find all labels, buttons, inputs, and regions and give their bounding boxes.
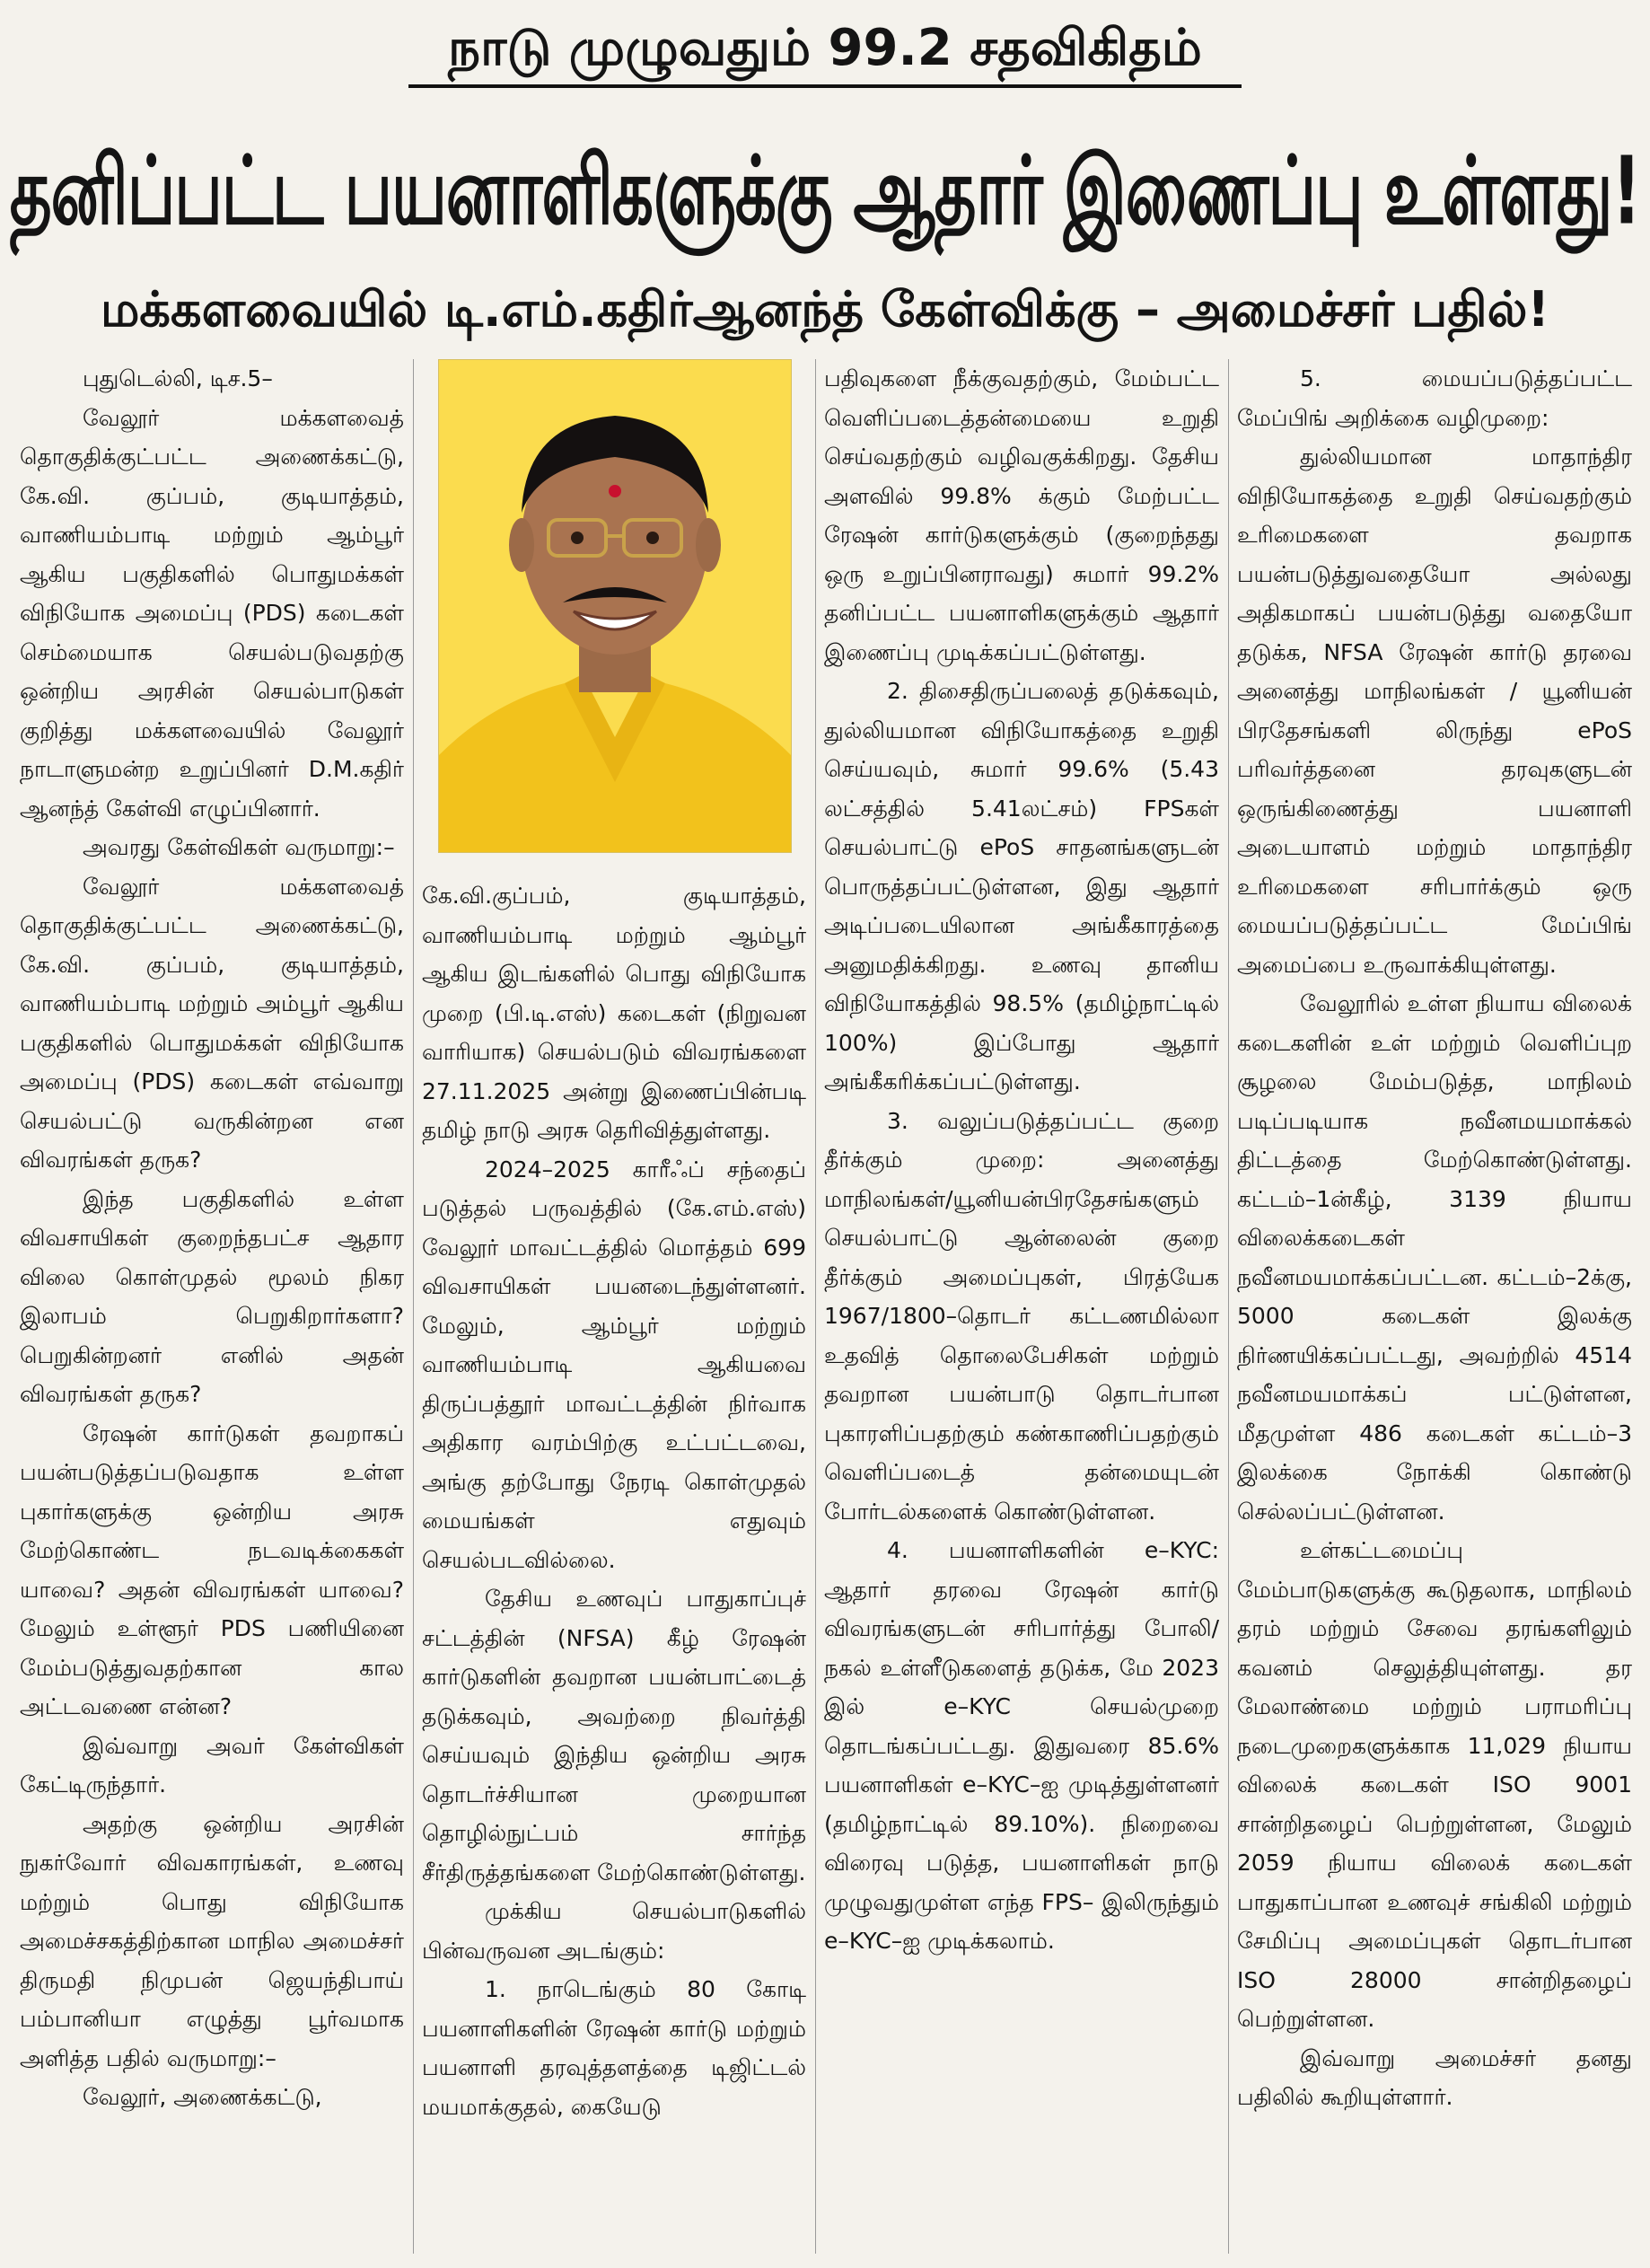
- article-paragraph: 2024–2025 காரீஃப் சந்தைப் படுத்தல் பருவத்தில் (கே.எம்.எஸ்) வேலூர் மாவட்டத்தில் மொத்தம் 699 விவசாயிகள் பயனடைந்துள்ளனர். மேலும், ஆம்பூர் மற்றும் வாணியம்பாடி ஆகியவை திருப்பத்தூர் மாவட்டத்தின் நிர்வாக அதிகார வரம்பிற்கு உட்பட்டவை, அங்கு தற்போது நேரடி கொள்முதல் மையங்கள் எதுவும் செயல்படவில்லை.: [422, 1156, 806, 1573]
- dateline: புதுடெல்லி, டிச.5–: [83, 365, 273, 391]
- article-paragraph: இந்த பகுதிகளில் உள்ள விவசாயிகள் குறைந்தபட்ச ஆதார விலை கொள்முதல் மூலம் நிகர இலாபம் பெறுகிறார்களா? பெறுகின்றனர் எனில் அதன் விவரங்கள் தருக?: [20, 1185, 404, 1407]
- article-paragraph: ரேஷன் கார்டுகள் தவறாகப் பயன்படுத்தப்படுவதாக உள்ள புகார்களுக்கு ஒன்றிய அரசு மேற்கொண்ட நடவடிக்கைகள் யாவை? அதன் விவரங்கள் யாவை? மேலும் உள்ளூர் PDS பணியினை மேம்படுத்துவதற்கான கால அட்டவணை என்ன?: [20, 1420, 404, 1719]
- article-paragraph: வேலூர், அணைக்கட்டு,: [83, 2084, 322, 2110]
- portrait-photo: [438, 359, 792, 853]
- article-paragraph: அவரது கேள்விகள் வருமாறு:–: [83, 834, 395, 860]
- column-divider: [1228, 359, 1229, 2254]
- article-paragraph: கே.வி.குப்பம், குடியாத்தம், வாணியம்பாடி மற்றும் ஆம்பூர் ஆகிய இடங்களில் பொது விநியோக முறை (பி.டி.எஸ்) கடைகள் (நிறுவன வாரியாக) செயல்படும் விவரங்களை 27.11.2025 அன்று இணைப்பின்படி தமிழ் நாடு அரசு தெரிவித்துள்ளது.: [422, 883, 806, 1143]
- article-paragraph: 3. வலுப்படுத்தப்பட்ட குறை தீர்க்கும் முறை: அனைத்து மாநிலங்கள்/யூனியன்பிரதேசங்களும் செயல்பாட்டு ஆன்லைன் குறை தீர்க்கும் அமைப்புகள், பிரத்யேக 1967/1800–தொடர் கட்டணமில்லா உதவித் தொலைபேசிகள் மற்றும் தவறான பயன்பாடு தொடர்பான புகாரளிப்பதற்கும் கண்காணிப்பதற்கும் வெளிப்படைத் தன்மையுடன் போர்டல்களைக் கொண்டுள்ளன.: [824, 1107, 1219, 1525]
- portrait-icon: [439, 360, 791, 852]
- article-paragraph: இவ்வாறு அமைச்சர் தனது பதிலில் கூறியுள்ளார்.: [1237, 2044, 1632, 2110]
- article-column-1: [20, 359, 404, 2263]
- article-column-4: [1237, 359, 1632, 2263]
- kicker-headline: நாடு முழுவதும் 99.2 சதவிகிதம்: [408, 13, 1242, 88]
- article-paragraph: 5. மையப்படுத்தப்பட்ட மேப்பிங் அறிக்கை வழிமுறை:: [1237, 365, 1632, 431]
- article-column-2: [422, 876, 806, 2263]
- article-paragraph: வேலூரில் உள்ள நியாய விலைக் கடைகளின் உள் மற்றும் வெளிப்புற சூழலை மேம்படுத்த, மாநிலம் படிப்படியாக நவீனமயமாக்கல் திட்டத்தை மேற்கொண்டுள்ளது. கட்டம்–1ன்கீழ், 3139 நியாய விலைக்கடைகள் நவீனமயமாக்கப்பட்டன. கட்டம்–2க்கு, 5000 கடைகள் இலக்கு நிர்ணயிக்கப்பட்டது, அவற்றில் 4514 நவீனமயமாக்கப் பட்டுள்ளன, மீதமுள்ள 486 கடைகள் கட்டம்–3 இலக்கை நோக்கி கொண்டு செல்லப்பட்டுள்ளன.: [1237, 990, 1632, 1525]
- article-paragraph: 2. திசைதிருப்பலைத் தடுக்கவும், துல்லியமான விநியோகத்தை உறுதி செய்யவும், சுமார் 99.6% (5.43 லட்சத்தில் 5.41லட்சம்) FPSகள் செயல்பாட்டு ePoS சாதனங்களுடன் பொருத்தப்பட்டுள்ளன, இது ஆதார் அடிப்படையிலான அங்கீகாரத்தை அனுமதிக்கிறது. உணவு தானிய விநியோகத்தில் 98.5% (தமிழ்நாட்டில் 100%) இப்போது ஆதார் அங்கீகரிக்கப்பட்டுள்ளது.: [824, 678, 1219, 1094]
- article-paragraph: 4. பயனாளிகளின் e–KYC: ஆதார் தரவை ரேஷன் கார்டு விவரங்களுடன் சரிபார்த்து போலி/நகல் உள்ளீடுகளைத் தடுக்க, மே 2023 இல் e–KYC செயல்முறை தொடங்கப்பட்டது. இதுவரை 85.6% பயனாளிகள் e–KYC–ஐ முடித்துள்ளனர் (தமிழ்நாட்டில் 89.10%). நிறைவை விரைவு படுத்த, பயனாளிகள் நாடு முழுவதுமுள்ள எந்த FPS– இலிருந்தும் e–KYC–ஐ முடிக்கலாம்.: [824, 1537, 1219, 1954]
- article-paragraph: இவ்வாறு அவர் கேள்விகள் கேட்டிருந்தார்.: [20, 1732, 404, 1798]
- subheadline: மக்களவையில் டி.எம்.கதிர்ஆனந்த் கேள்விக்கு – அமைச்சர் பதில்!: [100, 281, 1550, 338]
- article-paragraph: வேலூர் மக்களவைத் தொகுதிக்குட்பட்ட அணைக்கட்டு, கே.வி. குப்பம், குடியாத்தம், வாணியம்பாடி மற்றும் அம்பூர் ஆகிய பகுதிகளில் பொதுமக்கள் விநியோக அமைப்பு (PDS) கடைகள் எவ்வாறு செயல்பட்டு வருகின்றன என விவரங்கள் தருக?: [20, 873, 404, 1173]
- article-paragraph: பதிவுகளை நீக்குவதற்கும், மேம்பட்ட வெளிப்படைத்தன்மையை உறுதி செய்வதற்கும் வழிவகுக்கிறது. தேசிய அளவில் 99.8% க்கும் மேற்பட்ட ரேஷன் கார்டுகளுக்கும் (குறைந்தது ஒரு உறுப்பினராவது) சுமார் 99.2% தனிப்பட்ட பயனாளிகளுக்கும் ஆதார் இணைப்பு முடிக்கப்பட்டுள்ளது.: [824, 365, 1219, 665]
- article-paragraph: துல்லியமான மாதாந்திர விநியோகத்தை உறுதி செய்வதற்கும் உரிமைகளை தவறாக பயன்படுத்துவதையோ அல்லது அதிகமாகப் பயன்படுத்து வதையோ தடுக்க, NFSA ரேஷன் கார்டு தரவை அனைத்து மாநிலங்கள் / யூனியன் பிரதேசங்களி லிருந்து ePoS பரிவர்த்தனை தரவுகளுடன் ஒருங்கிணைத்து பயனாளி அடையாளம் மற்றும் மாதாந்திர உரிமைகளை சரிபார்க்கும் ஒரு மையப்படுத்தப்பட்ட மேப்பிங் அமைப்பை உருவாக்கியுள்ளது.: [1237, 444, 1632, 978]
- article-paragraph: வேலூர் மக்களவைத் தொகுதிக்குட்பட்ட அணைக்கட்டு, கே.வி. குப்பம், குடியாத்தம், வாணியம்பாடி மற்றும் ஆம்பூர் ஆகிய பகுதிகளில் பொதுமக்கள் விநியோக அமைப்பு (PDS) கடைகள் செம்மையாக செயல்படுவதற்கு ஒன்றிய அரசின் செயல்பாடுகள் குறித்து மக்களவையில் வேலூர் நாடாளுமன்ற உறுப்பினர் D.M.கதிர் ஆனந்த் கேள்வி எழுப்பினார்.: [20, 404, 404, 822]
- main-headline: தனிப்பட்ட பயனாளிகளுக்கு ஆதார் இணைப்பு உள்ளது!: [9, 136, 1641, 245]
- column-divider: [413, 359, 414, 2254]
- article-paragraph: அதற்கு ஒன்றிய அரசின் நுகர்வோர் விவகாரங்கள், உணவு மற்றும் பொது விநியோக அமைச்சகத்திற்கான மாநில அமைச்சர் திருமதி நிமுபன் ஜெயந்திபாய் பம்பானியா எழுத்து பூர்வமாக அளித்த பதில் வருமாறு:–: [20, 1810, 404, 2071]
- article-paragraph: உள்கட்டமைப்பு மேம்பாடுகளுக்கு கூடுதலாக, மாநிலம் தரம் மற்றும் சேவை தரங்களிலும் கவனம் செலுத்தியுள்ளது. தர மேலாண்மை மற்றும் பராமரிப்பு நடைமுறைகளுக்காக 11,029 நியாய விலைக் கடைகள் ISO 9001 சான்றிதழைப் பெற்றுள்ளன, மேலும் 2059 நியாய விலைக் கடைகள் பாதுகாப்பான உணவுச் சங்கிலி மற்றும் சேமிப்பு அமைப்புகள் தொடர்பான ISO 28000 சான்றிதழைப் பெற்றுள்ளன.: [1237, 1537, 1632, 2032]
- column-divider: [815, 359, 816, 2254]
- article-paragraph: 1. நாடெங்கும் 80 கோடி பயனாளிகளின் ரேஷன் கார்டு மற்றும் பயனாளி தரவுத்தளத்தை டிஜிட்டல் மயமாக்குதல், கையேடு: [422, 1976, 806, 2120]
- article-paragraph: முக்கிய செயல்பாடுகளில் பின்வருவன அடங்கும்:: [422, 1898, 806, 1964]
- article-column-3: [824, 359, 1219, 2263]
- article-paragraph: தேசிய உணவுப் பாதுகாப்புச் சட்டத்தின் (NFSA) கீழ் ரேஷன் கார்டுகளின் தவறான பயன்பாட்டைத் தடுக்கவும், அவற்றை நிவர்த்தி செய்யவும் இந்திய ஒன்றிய அரசு தொடர்ச்சியான முறையான தொழில்நுட்பம் சார்ந்த சீர்திருத்தங்களை மேற்கொண்டுள்ளது.: [422, 1586, 806, 1886]
